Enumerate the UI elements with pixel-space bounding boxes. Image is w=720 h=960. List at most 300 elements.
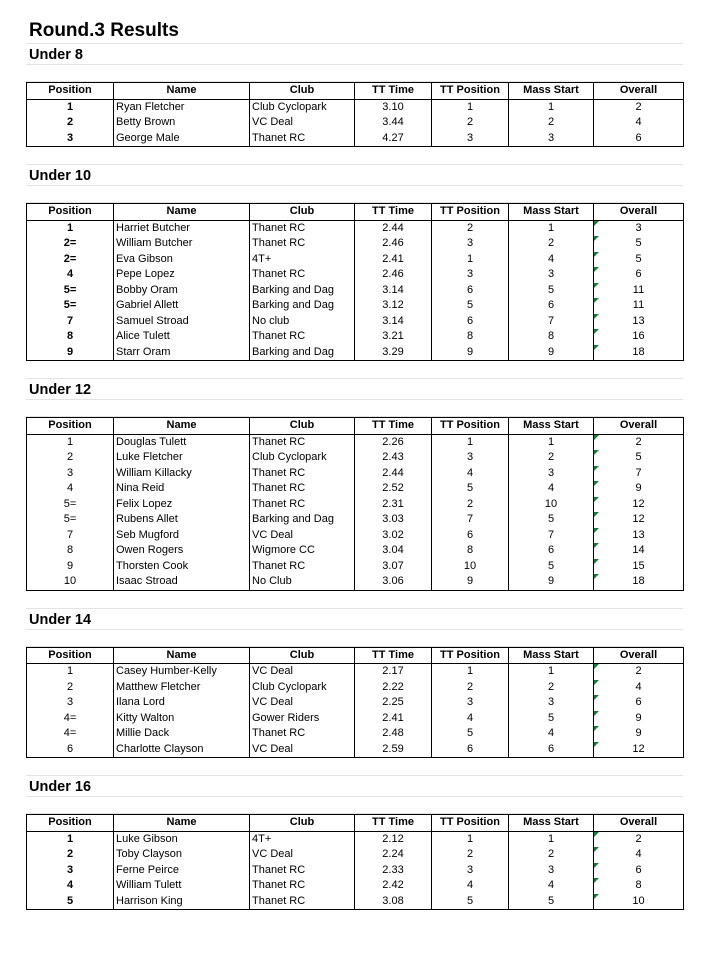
table-row: [27, 664, 684, 680]
table-header-row: [27, 418, 684, 435]
column-header-name: Name: [114, 418, 250, 435]
cell-overall: 4: [594, 680, 684, 696]
cell-overall: 3: [594, 220, 684, 236]
cell-mass-start: 5: [509, 283, 594, 299]
cell-overall: 13: [594, 314, 684, 330]
cell-tt-position: 6: [432, 528, 509, 544]
cell-mass-start: 9: [509, 345, 594, 361]
cell-tt-time: 2.33: [355, 863, 432, 879]
cell-club: Thanet RC: [250, 894, 355, 910]
table-row: [27, 99, 684, 115]
cell-mass-start: 6: [509, 543, 594, 559]
cell-name: Nina Reid: [114, 481, 250, 497]
cell-tt-time: 2.48: [355, 726, 432, 742]
column-header-tt-time: TT Time: [355, 418, 432, 435]
cell-club: Thanet RC: [250, 434, 355, 450]
cell-position: 5=: [27, 283, 114, 299]
cell-position: 4: [27, 481, 114, 497]
cell-tt-position: 4: [432, 711, 509, 727]
table-row: [27, 726, 684, 742]
column-header-tt-position: TT Position: [432, 647, 509, 664]
table-row: [27, 559, 684, 575]
cell-name: Ryan Fletcher: [114, 99, 250, 115]
column-header-overall: Overall: [594, 204, 684, 221]
cell-name: Luke Fletcher: [114, 450, 250, 466]
cell-name: Betty Brown: [114, 115, 250, 131]
cell-mass-start: 4: [509, 252, 594, 268]
table-row: [27, 680, 684, 696]
table-row: [27, 497, 684, 513]
cell-overall: 4: [594, 847, 684, 863]
cell-tt-position: 1: [432, 664, 509, 680]
cell-position: 7: [27, 314, 114, 330]
cell-mass-start: 3: [509, 131, 594, 147]
cell-tt-position: 5: [432, 298, 509, 314]
cell-mass-start: 3: [509, 466, 594, 482]
column-header-tt-time: TT Time: [355, 83, 432, 100]
cell-mass-start: 1: [509, 831, 594, 847]
cell-name: Kitty Walton: [114, 711, 250, 727]
cell-overall: 12: [594, 497, 684, 513]
cell-tt-position: 3: [432, 450, 509, 466]
cell-club: No club: [250, 314, 355, 330]
column-header-name: Name: [114, 204, 250, 221]
results-table: [26, 417, 684, 591]
cell-tt-position: 2: [432, 497, 509, 513]
cell-name: Millie Dack: [114, 726, 250, 742]
table-row: [27, 574, 684, 590]
cell-overall: 6: [594, 267, 684, 283]
cell-club: Club Cyclopark: [250, 450, 355, 466]
cell-tt-time: 3.04: [355, 543, 432, 559]
cell-mass-start: 1: [509, 664, 594, 680]
cell-position: 1: [27, 664, 114, 680]
cell-club: Barking and Dag: [250, 283, 355, 299]
column-header-tt-time: TT Time: [355, 647, 432, 664]
section-under-16: [26, 776, 683, 910]
results-table: [26, 814, 684, 910]
cell-tt-time: 2.17: [355, 664, 432, 680]
column-header-tt-position: TT Position: [432, 204, 509, 221]
cell-position: 2: [27, 847, 114, 863]
results-table: [26, 647, 684, 759]
cell-name: Seb Mugford: [114, 528, 250, 544]
cell-club: Thanet RC: [250, 863, 355, 879]
cell-tt-time: 2.41: [355, 711, 432, 727]
column-header-position: Position: [27, 815, 114, 832]
cell-tt-time: 2.31: [355, 497, 432, 513]
cell-name: Luke Gibson: [114, 831, 250, 847]
cell-overall: 2: [594, 664, 684, 680]
cell-tt-time: 3.08: [355, 894, 432, 910]
cell-name: William Butcher: [114, 236, 250, 252]
table-row: [27, 481, 684, 497]
cell-name: Pepe Lopez: [114, 267, 250, 283]
cell-club: VC Deal: [250, 664, 355, 680]
cell-club: VC Deal: [250, 115, 355, 131]
cell-position: 8: [27, 329, 114, 345]
cell-tt-time: 2.59: [355, 742, 432, 758]
cell-tt-time: 3.06: [355, 574, 432, 590]
cell-tt-time: 3.07: [355, 559, 432, 575]
table-row: [27, 528, 684, 544]
column-header-tt-time: TT Time: [355, 204, 432, 221]
table-row: [27, 329, 684, 345]
page-title: Round.3 Results: [26, 16, 683, 44]
cell-tt-position: 5: [432, 894, 509, 910]
cell-tt-time: 2.43: [355, 450, 432, 466]
table-row: [27, 512, 684, 528]
cell-tt-position: 6: [432, 283, 509, 299]
cell-mass-start: 5: [509, 559, 594, 575]
cell-overall: 2: [594, 434, 684, 450]
cell-club: Barking and Dag: [250, 298, 355, 314]
cell-mass-start: 4: [509, 481, 594, 497]
cell-overall: 5: [594, 450, 684, 466]
table-row: [27, 298, 684, 314]
table-row: [27, 267, 684, 283]
cell-overall: 6: [594, 695, 684, 711]
column-header-mass-start: Mass Start: [509, 815, 594, 832]
empty-row: [26, 591, 683, 609]
cell-tt-time: 4.27: [355, 131, 432, 147]
table-header-row: [27, 815, 684, 832]
table-header-row: [27, 204, 684, 221]
cell-tt-position: 9: [432, 574, 509, 590]
cell-overall: 18: [594, 345, 684, 361]
cell-club: Thanet RC: [250, 220, 355, 236]
cell-mass-start: 3: [509, 267, 594, 283]
cell-overall: 9: [594, 726, 684, 742]
section-heading: Under 16: [26, 776, 683, 797]
results-sheet: [26, 16, 683, 910]
cell-club: VC Deal: [250, 847, 355, 863]
table-header-row: [27, 83, 684, 100]
cell-tt-position: 1: [432, 252, 509, 268]
cell-tt-time: 2.42: [355, 878, 432, 894]
column-header-overall: Overall: [594, 647, 684, 664]
cell-overall: 12: [594, 512, 684, 528]
cell-name: Harrison King: [114, 894, 250, 910]
cell-mass-start: 5: [509, 894, 594, 910]
cell-tt-time: 3.29: [355, 345, 432, 361]
cell-position: 7: [27, 528, 114, 544]
cell-club: Thanet RC: [250, 236, 355, 252]
cell-mass-start: 2: [509, 680, 594, 696]
cell-club: Thanet RC: [250, 329, 355, 345]
cell-tt-time: 2.26: [355, 434, 432, 450]
cell-overall: 7: [594, 466, 684, 482]
cell-position: 9: [27, 345, 114, 361]
sections-container: [26, 44, 683, 910]
cell-name: Samuel Stroad: [114, 314, 250, 330]
cell-mass-start: 6: [509, 742, 594, 758]
cell-name: Casey Humber-Kelly: [114, 664, 250, 680]
cell-mass-start: 2: [509, 236, 594, 252]
cell-club: Thanet RC: [250, 131, 355, 147]
cell-mass-start: 8: [509, 329, 594, 345]
cell-mass-start: 3: [509, 863, 594, 879]
cell-tt-position: 1: [432, 434, 509, 450]
cell-overall: 18: [594, 574, 684, 590]
cell-overall: 12: [594, 742, 684, 758]
cell-overall: 4: [594, 115, 684, 131]
cell-position: 2: [27, 680, 114, 696]
table-row: [27, 466, 684, 482]
cell-mass-start: 4: [509, 878, 594, 894]
cell-tt-position: 9: [432, 345, 509, 361]
cell-position: 2=: [27, 252, 114, 268]
cell-club: 4T+: [250, 252, 355, 268]
cell-tt-position: 8: [432, 543, 509, 559]
table-row: [27, 115, 684, 131]
table-row: [27, 878, 684, 894]
cell-position: 3: [27, 466, 114, 482]
cell-position: 4=: [27, 726, 114, 742]
cell-club: Thanet RC: [250, 267, 355, 283]
cell-overall: 10: [594, 894, 684, 910]
cell-tt-time: 3.44: [355, 115, 432, 131]
cell-name: Starr Oram: [114, 345, 250, 361]
cell-position: 8: [27, 543, 114, 559]
cell-position: 10: [27, 574, 114, 590]
column-header-overall: Overall: [594, 815, 684, 832]
cell-position: 3: [27, 863, 114, 879]
cell-overall: 16: [594, 329, 684, 345]
cell-position: 3: [27, 695, 114, 711]
cell-club: Club Cyclopark: [250, 99, 355, 115]
cell-tt-time: 2.44: [355, 220, 432, 236]
cell-overall: 14: [594, 543, 684, 559]
cell-position: 2=: [27, 236, 114, 252]
empty-row: [26, 758, 683, 776]
column-header-overall: Overall: [594, 83, 684, 100]
cell-tt-time: 2.46: [355, 236, 432, 252]
table-row: [27, 894, 684, 910]
section-heading: Under 12: [26, 379, 683, 400]
cell-mass-start: 10: [509, 497, 594, 513]
cell-name: Ferne Peirce: [114, 863, 250, 879]
cell-position: 4: [27, 878, 114, 894]
cell-name: Toby Clayson: [114, 847, 250, 863]
table-row: [27, 283, 684, 299]
table-row: [27, 434, 684, 450]
table-row: [27, 131, 684, 147]
cell-tt-position: 6: [432, 742, 509, 758]
cell-club: Thanet RC: [250, 481, 355, 497]
cell-overall: 9: [594, 711, 684, 727]
table-row: [27, 742, 684, 758]
cell-tt-position: 10: [432, 559, 509, 575]
cell-overall: 11: [594, 283, 684, 299]
column-header-tt-position: TT Position: [432, 815, 509, 832]
column-header-tt-time: TT Time: [355, 815, 432, 832]
cell-overall: 8: [594, 878, 684, 894]
cell-name: Charlotte Clayson: [114, 742, 250, 758]
column-header-club: Club: [250, 83, 355, 100]
cell-mass-start: 7: [509, 314, 594, 330]
cell-overall: 9: [594, 481, 684, 497]
cell-mass-start: 5: [509, 512, 594, 528]
section-heading: Under 14: [26, 609, 683, 630]
cell-name: Thorsten Cook: [114, 559, 250, 575]
cell-tt-time: 2.41: [355, 252, 432, 268]
cell-name: William Killacky: [114, 466, 250, 482]
cell-tt-time: 2.46: [355, 267, 432, 283]
cell-tt-position: 3: [432, 695, 509, 711]
cell-tt-time: 3.21: [355, 329, 432, 345]
cell-club: Thanet RC: [250, 497, 355, 513]
column-header-name: Name: [114, 815, 250, 832]
cell-position: 4: [27, 267, 114, 283]
column-header-position: Position: [27, 204, 114, 221]
column-header-mass-start: Mass Start: [509, 83, 594, 100]
cell-tt-position: 6: [432, 314, 509, 330]
column-header-mass-start: Mass Start: [509, 204, 594, 221]
cell-name: Douglas Tulett: [114, 434, 250, 450]
cell-position: 5: [27, 894, 114, 910]
cell-name: Matthew Fletcher: [114, 680, 250, 696]
table-row: [27, 847, 684, 863]
table-row: [27, 695, 684, 711]
cell-name: Owen Rogers: [114, 543, 250, 559]
cell-overall: 2: [594, 831, 684, 847]
cell-tt-position: 4: [432, 466, 509, 482]
cell-tt-time: 3.02: [355, 528, 432, 544]
column-header-name: Name: [114, 83, 250, 100]
section-under-12: [26, 379, 683, 609]
cell-club: Barking and Dag: [250, 512, 355, 528]
cell-position: 3: [27, 131, 114, 147]
cell-tt-position: 1: [432, 831, 509, 847]
cell-overall: 5: [594, 252, 684, 268]
results-table: [26, 82, 684, 147]
cell-club: Gower Riders: [250, 711, 355, 727]
cell-name: George Male: [114, 131, 250, 147]
empty-row: [26, 186, 683, 203]
cell-tt-position: 2: [432, 847, 509, 863]
cell-mass-start: 9: [509, 574, 594, 590]
cell-overall: 15: [594, 559, 684, 575]
cell-mass-start: 7: [509, 528, 594, 544]
cell-tt-time: 2.44: [355, 466, 432, 482]
empty-row: [26, 400, 683, 417]
cell-club: 4T+: [250, 831, 355, 847]
cell-mass-start: 1: [509, 434, 594, 450]
column-header-club: Club: [250, 204, 355, 221]
column-header-tt-position: TT Position: [432, 418, 509, 435]
cell-tt-position: 7: [432, 512, 509, 528]
cell-name: Felix Lopez: [114, 497, 250, 513]
column-header-position: Position: [27, 418, 114, 435]
cell-overall: 5: [594, 236, 684, 252]
column-header-position: Position: [27, 83, 114, 100]
cell-overall: 11: [594, 298, 684, 314]
cell-tt-position: 3: [432, 267, 509, 283]
column-header-position: Position: [27, 647, 114, 664]
cell-tt-time: 2.24: [355, 847, 432, 863]
cell-position: 2: [27, 450, 114, 466]
cell-overall: 2: [594, 99, 684, 115]
column-header-club: Club: [250, 647, 355, 664]
table-row: [27, 314, 684, 330]
table-row: [27, 543, 684, 559]
cell-mass-start: 1: [509, 99, 594, 115]
empty-row: [26, 147, 683, 165]
cell-club: Thanet RC: [250, 559, 355, 575]
cell-tt-position: 2: [432, 220, 509, 236]
cell-club: Thanet RC: [250, 878, 355, 894]
column-header-mass-start: Mass Start: [509, 418, 594, 435]
cell-name: Harriet Butcher: [114, 220, 250, 236]
section-under-14: [26, 609, 683, 777]
cell-tt-time: 3.10: [355, 99, 432, 115]
cell-club: VC Deal: [250, 742, 355, 758]
cell-tt-position: 5: [432, 726, 509, 742]
empty-row: [26, 65, 683, 82]
empty-row: [26, 797, 683, 814]
section-heading: Under 10: [26, 165, 683, 186]
table-row: [27, 450, 684, 466]
cell-tt-time: 3.14: [355, 283, 432, 299]
cell-mass-start: 5: [509, 711, 594, 727]
column-header-club: Club: [250, 418, 355, 435]
cell-mass-start: 1: [509, 220, 594, 236]
cell-mass-start: 3: [509, 695, 594, 711]
table-row: [27, 711, 684, 727]
cell-name: Ilana Lord: [114, 695, 250, 711]
cell-club: No Club: [250, 574, 355, 590]
cell-name: Gabriel Allett: [114, 298, 250, 314]
table-row: [27, 252, 684, 268]
cell-position: 1: [27, 220, 114, 236]
cell-tt-position: 5: [432, 481, 509, 497]
cell-tt-position: 8: [432, 329, 509, 345]
section-under-8: [26, 44, 683, 165]
cell-tt-time: 3.03: [355, 512, 432, 528]
cell-tt-position: 3: [432, 131, 509, 147]
empty-row: [26, 361, 683, 379]
cell-position: 1: [27, 434, 114, 450]
cell-position: 6: [27, 742, 114, 758]
cell-position: 5=: [27, 512, 114, 528]
cell-tt-time: 2.22: [355, 680, 432, 696]
cell-tt-position: 2: [432, 680, 509, 696]
cell-mass-start: 2: [509, 847, 594, 863]
cell-club: VC Deal: [250, 528, 355, 544]
cell-position: 1: [27, 831, 114, 847]
cell-name: Isaac Stroad: [114, 574, 250, 590]
cell-tt-time: 3.14: [355, 314, 432, 330]
column-header-mass-start: Mass Start: [509, 647, 594, 664]
column-header-overall: Overall: [594, 418, 684, 435]
cell-overall: 6: [594, 131, 684, 147]
column-header-name: Name: [114, 647, 250, 664]
cell-position: 4=: [27, 711, 114, 727]
cell-name: Bobby Oram: [114, 283, 250, 299]
cell-name: Rubens Allet: [114, 512, 250, 528]
section-heading: Under 8: [26, 44, 683, 65]
cell-club: Barking and Dag: [250, 345, 355, 361]
column-header-tt-position: TT Position: [432, 83, 509, 100]
cell-position: 9: [27, 559, 114, 575]
cell-position: 2: [27, 115, 114, 131]
cell-tt-time: 2.25: [355, 695, 432, 711]
cell-position: 1: [27, 99, 114, 115]
section-under-10: [26, 165, 683, 379]
cell-mass-start: 2: [509, 115, 594, 131]
cell-name: Alice Tulett: [114, 329, 250, 345]
